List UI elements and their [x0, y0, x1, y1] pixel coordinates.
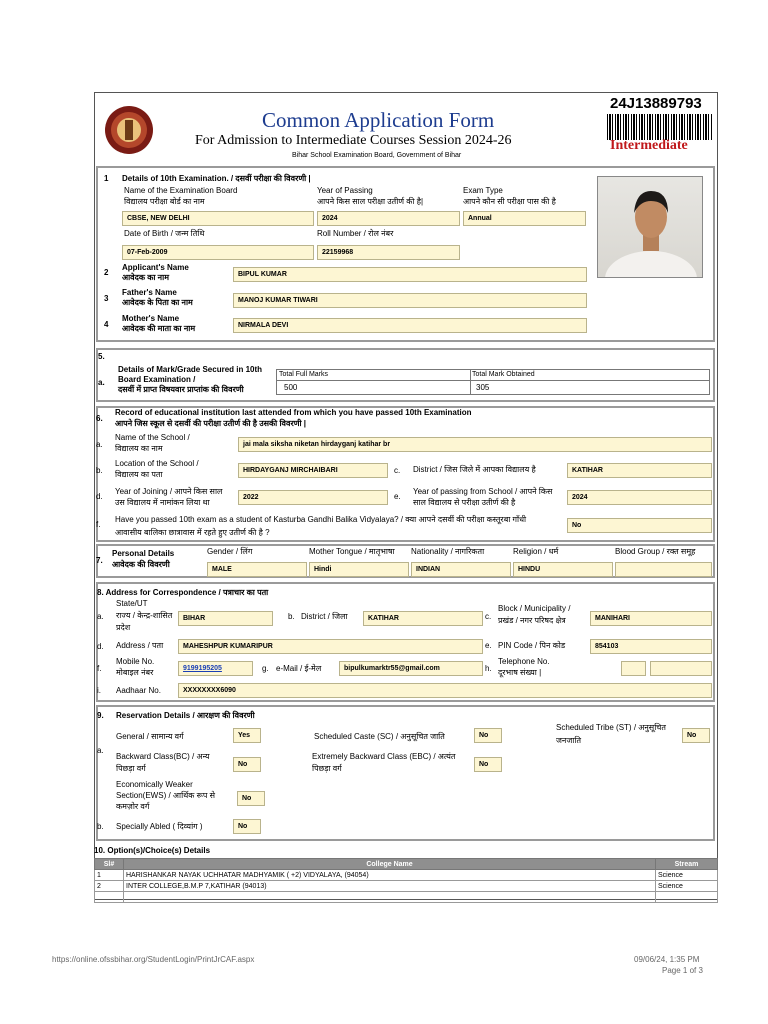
nationality-field[interactable]: INDIAN — [411, 562, 511, 577]
application-number: 24J13889793 — [610, 95, 702, 112]
board-name: Bihar School Examination Board, Government of Bihar — [292, 152, 462, 159]
sub-number: e. — [485, 641, 492, 650]
exam-type-label-hi: आपने कौन सी परीक्षा पास की है — [463, 197, 556, 206]
sub-number: f. — [97, 664, 102, 673]
table-cell: Science — [656, 870, 718, 881]
print-datetime: 09/06/24, 1:35 PM — [634, 955, 700, 964]
kgbv-label: Have you passed 10th exam as a student of Kasturba Gandhi Balika Vidyalaya? / क्या आपने दसवीं की परीक्षा कस्तूरबा गाँधी — [115, 515, 527, 524]
year-school-passing-label: Year of passing from School / आपने किस — [413, 487, 553, 496]
sub-number: b. — [288, 612, 295, 621]
nationality-label: Nationality / नागरिकता — [411, 547, 485, 556]
dob-field[interactable]: 07-Feb-2009 — [122, 245, 314, 260]
school-district-field[interactable]: KATIHAR — [567, 463, 712, 478]
personal-details-label: Personal Details — [112, 549, 175, 558]
year-passing-field[interactable]: 2024 — [317, 211, 460, 226]
sc-label: Scheduled Caste (SC) / अनुसूचित जाति — [314, 732, 445, 741]
address-title: 8. Address for Correspondence / पत्राचार का पता — [97, 588, 269, 597]
gender-label: Gender / लिंग — [207, 547, 253, 556]
mobile-label: Mobile No. — [116, 657, 155, 666]
sub-number: d. — [97, 642, 104, 651]
year-school-passing-label-hi: साल विद्यालय से परीक्षा उतीर्ण की है — [413, 498, 516, 507]
general-field[interactable]: Yes — [233, 728, 261, 743]
address-field[interactable]: MAHESHPUR KUMARIPUR — [178, 639, 483, 654]
table-row — [95, 881, 718, 892]
table-row — [95, 892, 718, 903]
aadhaar-label: Aadhaar No. — [116, 686, 161, 695]
school-location-field[interactable]: HIRDAYGANJ MIRCHAIBARI — [238, 463, 388, 478]
ews-label-hi: कमज़ोर वर्ग — [116, 802, 150, 811]
sub-number: b. — [96, 466, 103, 475]
year-joining-field[interactable]: 2022 — [238, 490, 388, 505]
full-marks-label: Total Full Marks — [279, 371, 329, 378]
column-header: Stream — [656, 859, 718, 870]
pin-label: PIN Code / पिन कोड — [498, 641, 566, 650]
marks-label-2: Board Examination / — [118, 375, 196, 384]
dob-label: Date of Birth / जन्म तिथि — [124, 229, 205, 238]
sub-number: c. — [485, 612, 492, 621]
sub-number: a. — [98, 378, 105, 387]
sc-field[interactable]: No — [474, 728, 502, 743]
school-name-label-hi: विद्यालय का नाम — [115, 444, 163, 453]
table-row — [95, 870, 718, 881]
email-field[interactable]: bipulkumarktr55@gmail.com — [339, 661, 483, 676]
blood-group-label: Blood Group / रक्त समूह — [615, 547, 696, 556]
applicant-name-field[interactable]: BIPUL KUMAR — [233, 267, 587, 282]
page-number: Page 1 of 3 — [662, 966, 703, 975]
school-record-title: Record of educational institution last attended from which you have passed 10th Examination — [115, 408, 472, 417]
st-label: Scheduled Tribe (ST) / अनुसूचित — [556, 723, 666, 732]
barcode-icon — [607, 114, 713, 140]
school-name-field[interactable]: jai mala siksha niketan hirdayganj katihar br — [238, 437, 712, 452]
blood-group-field[interactable] — [615, 562, 712, 577]
table-cell: 2 — [95, 881, 124, 892]
section-number: 2 — [104, 268, 109, 277]
section-number: 6. — [96, 414, 103, 423]
ews-label-2: Section(EWS) / आर्थिक रूप से — [116, 791, 216, 800]
roll-number-field[interactable]: 22159968 — [317, 245, 460, 260]
ebc-label-hi: पिछड़ा वर्ग — [312, 764, 342, 773]
pin-field[interactable]: 854103 — [590, 639, 712, 654]
gender-field[interactable]: MALE — [207, 562, 307, 577]
school-location-label: Location of the School / — [115, 459, 199, 468]
sub-number: c. — [394, 466, 401, 475]
applicant-name-label-hi: आवेदक का नाम — [122, 273, 169, 282]
telephone-label: Telephone No. — [498, 657, 550, 666]
person-icon — [598, 177, 703, 278]
state-label-hi: राज्य / केन्द्र-शासित — [116, 611, 173, 620]
section-number: 1 — [104, 174, 109, 183]
kgbv-field[interactable]: No — [567, 518, 712, 533]
sub-number: a. — [97, 612, 104, 621]
sub-number: a. — [97, 746, 104, 755]
column-header: Sl# — [95, 859, 124, 870]
address-label: Address / पता — [116, 641, 164, 650]
table-cell: 1 — [95, 870, 124, 881]
religion-label: Religion / धर्म — [513, 547, 559, 556]
obtained-marks-label: Total Mark Obtained — [472, 371, 535, 378]
section-number: 7. — [96, 556, 103, 565]
specially-abled-field[interactable]: No — [233, 819, 261, 834]
choices-table — [94, 858, 718, 903]
specially-abled-label: Specially Abled ( दिव्यांग ) — [116, 822, 203, 831]
table-cell: Science — [656, 881, 718, 892]
table-cell: HARISHANKAR NAYAK UCHHATAR MADHYAMIK ( +2) VIDYALAYA, (94054) — [124, 870, 656, 881]
school-name-label: Name of the School / — [115, 433, 190, 442]
obtained-marks-value: 305 — [476, 383, 490, 392]
table-cell — [124, 892, 656, 903]
applicant-photo — [597, 176, 703, 278]
year-joining-label: Year of Joining / आपने किस साल — [115, 487, 223, 496]
full-marks-value: 500 — [284, 383, 298, 392]
exam-board-field[interactable]: CBSE, NEW DELHI — [122, 211, 314, 226]
table-cell — [95, 892, 124, 903]
father-name-label: Father's Name — [122, 288, 177, 297]
sub-number: g. — [262, 664, 269, 673]
general-label: General / सामान्य वर्ग — [116, 732, 184, 741]
telephone-label-hi: दूरभाष संख्या | — [498, 668, 542, 677]
section-number: 4 — [104, 320, 109, 329]
exam-type-label: Exam Type — [463, 186, 503, 195]
school-location-label-hi: विद्यालय का पता — [115, 470, 163, 479]
column-header: College Name — [124, 859, 656, 870]
school-district-label: District / जिस जिले में आपका विद्यालय है — [413, 465, 536, 474]
year-passing-label: Year of Passing — [317, 186, 373, 195]
section-title: Details of 10th Examination. / दसवीं परीक्षा की विवरणी | — [122, 174, 311, 183]
bseb-logo-icon — [104, 105, 154, 155]
ews-label: Economically Weaker — [116, 780, 193, 789]
mother-name-label-hi: आवेदक की माता का नाम — [122, 324, 196, 333]
page-url[interactable]: https://online.ofssbihar.org/StudentLogin/PrintJrCAF.aspx — [52, 955, 255, 964]
marks-divider — [276, 380, 710, 381]
exam-type-field[interactable]: Annual — [463, 211, 586, 226]
sub-number: e. — [394, 492, 401, 501]
sub-number: f. — [96, 520, 101, 529]
block-field[interactable]: MANIHARI — [590, 611, 712, 626]
st-label-hi: जनजाति — [556, 736, 582, 745]
table-cell: INTER COLLEGE,B.M.P 7,KATIHAR (94013) — [124, 881, 656, 892]
roll-number-label: Roll Number / रोल नंबर — [317, 229, 394, 238]
father-name-label-hi: आवेदक के पिता का नाम — [122, 298, 193, 307]
school-record-title-hi: आपने जिस स्कूल से दसवीं की परीक्षा उतीर्ण की है उसकी विवरणी | — [115, 419, 307, 428]
mother-tongue-field[interactable]: Hindi — [309, 562, 409, 577]
mobile-label-hi: मोबाइल नंबर — [116, 668, 154, 677]
ebc-field[interactable]: No — [474, 757, 502, 772]
bc-label-hi: पिछड़ा वर्ग — [116, 764, 146, 773]
marks-label-hi: दसवीं में प्राप्त विषयवार प्राप्तांक की विवरणी — [118, 385, 244, 394]
mother-name-field[interactable]: NIRMALA DEVI — [233, 318, 587, 333]
block-label: Block / Municipality / — [498, 604, 571, 613]
sub-number: a. — [96, 440, 103, 449]
sub-number: d. — [96, 492, 103, 501]
sub-number: i. — [97, 686, 101, 695]
mother-tongue-label: Mother Tongue / मातृभाषा — [309, 547, 395, 556]
religion-field[interactable]: HINDU — [513, 562, 613, 577]
form-subtitle: For Admission to Intermediate Courses Session 2024-26 — [195, 133, 512, 148]
table-cell — [656, 892, 718, 903]
mother-name-label: Mother's Name — [122, 314, 180, 323]
marks-label: Details of Mark/Grade Secured in 10th — [118, 365, 263, 374]
mobile-field[interactable]: 9199195205 — [178, 661, 253, 676]
state-field[interactable]: BIHAR — [178, 611, 273, 626]
block-label-hi: प्रखंड / नगर परिषद क्षेत्र — [498, 616, 566, 625]
state-label: State/UT — [116, 599, 148, 608]
section-number: 9. — [97, 711, 104, 720]
father-name-field[interactable]: MANOJ KUMAR TIWARI — [233, 293, 587, 308]
reservation-title: Reservation Details / आरक्षण की विवरणी — [116, 711, 255, 720]
year-joining-label-hi: उस विद्यालय में नामांकन लिया था — [115, 498, 210, 507]
kgbv-label-hi: आवासीय बालिका छात्रावास में रहते हुए उतीर्ण की है ? — [115, 528, 270, 537]
district-label: District / जिला — [301, 612, 348, 621]
year-school-passing-field[interactable]: 2024 — [567, 490, 712, 505]
email-label: e-Mail / ई-मेल — [276, 664, 322, 673]
table-header-row — [95, 859, 718, 870]
district-field[interactable]: KATIHAR — [363, 611, 483, 626]
exam-board-label: Name of the Examination Board — [124, 186, 238, 195]
telephone-number-field[interactable] — [650, 661, 712, 676]
telephone-std-field[interactable] — [621, 661, 646, 676]
sub-number: b. — [97, 822, 104, 831]
marks-divider — [470, 369, 471, 395]
st-field[interactable]: No — [682, 728, 710, 743]
section-number: 3 — [104, 294, 109, 303]
sub-number: h. — [485, 664, 492, 673]
personal-details-label-hi: आवेदक की विवरणी — [112, 560, 170, 569]
stream-label: Intermediate — [610, 138, 688, 153]
state-label-hi-2: प्रदेश — [116, 623, 131, 632]
bc-field[interactable]: No — [233, 757, 261, 772]
exam-board-label-hi: विद्यालय परीक्षा बोर्ड का नाम — [124, 197, 205, 206]
section-number: 5. — [98, 352, 105, 361]
form-title: Common Application Form — [262, 108, 495, 132]
applicant-name-label: Applicant's Name — [122, 263, 189, 272]
aadhaar-field[interactable]: XXXXXXXX6090 — [178, 683, 712, 698]
ebc-label: Extremely Backward Class (EBC) / अत्यंत — [312, 752, 456, 761]
year-passing-label-hi: आपने किस साल परीक्षा उतीर्ण की है| — [317, 197, 424, 206]
choices-title: 10. Option(s)/Choice(s) Details — [94, 846, 211, 855]
bc-label: Backward Class(BC) / अन्य — [116, 752, 210, 761]
ews-field[interactable]: No — [237, 791, 265, 806]
